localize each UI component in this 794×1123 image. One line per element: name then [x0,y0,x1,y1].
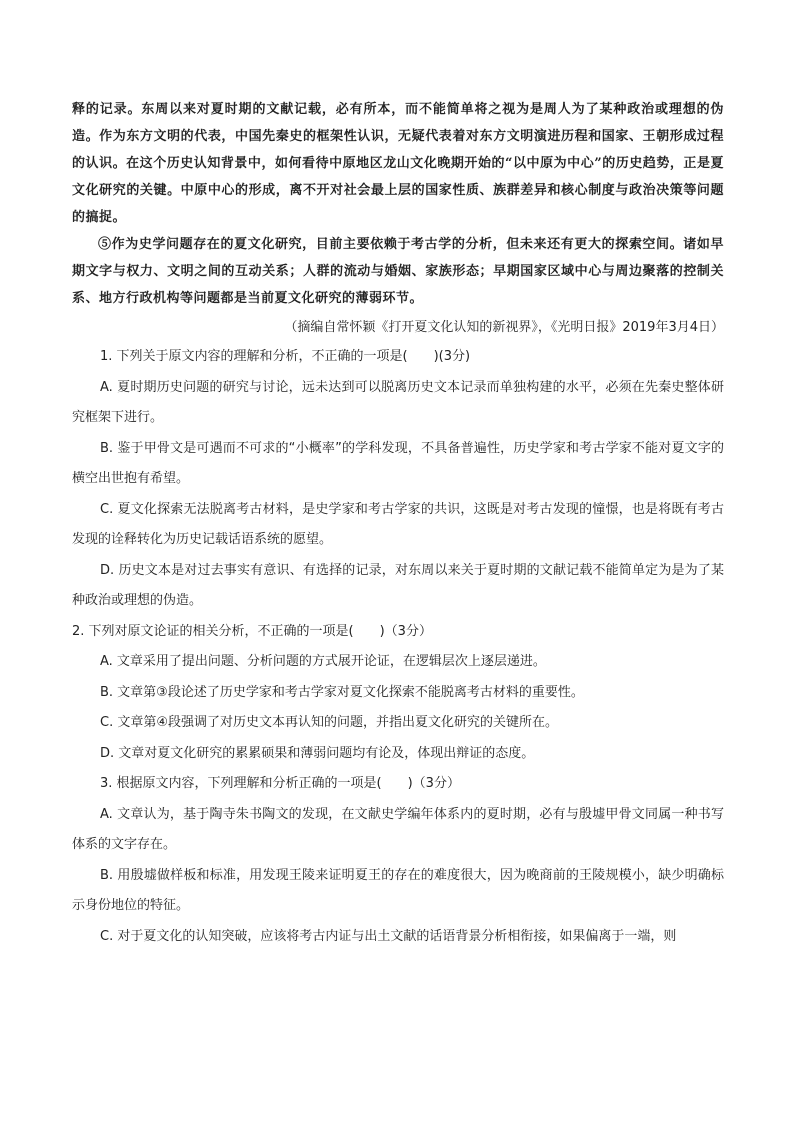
document-page [72,96,724,952]
question-3 [72,769,724,952]
question-stem: 2. 下列对原文论证的相关分析，不正确的一项是( )（3分） [72,623,432,639]
option-c: C. 夏文化探索无法脱离考古材料，是史学家和考古学家的共识，这既是对考古发现的憧憬，也是将既有考古发现的诠释转化为历史记载话语系统的愿望。 [72,501,724,547]
option-b: B. 文章第③段论述了历史学家和考古学家对夏文化探索不能脱离考古材料的重要性。 [100,684,584,700]
option-c: C. 文章第④段强调了对历史文本再认知的问题，并指出夏文化研究的关键所在。 [100,715,558,730]
question-2 [72,617,724,770]
passage [72,96,724,312]
option-a: A. 文章采用了提出问题、分析问题的方式展开论证，在逻辑层次上逐层递进。 [100,654,546,669]
passage-paragraph-5: ⑤作为史学问题存在的夏文化研究，目前主要依赖于考古学的分析，但未来还有更大的探索空间。诸如早期文字与权力、文明之间的互动关系；人群的流动与婚姻、家族形态；早期国家区域中心与周边聚落的控制关系、地方行政机构等问题都是当前夏文化研究的薄弱环节。 [72,237,724,306]
passage-paragraph-4-continued: 释的记录。东周以来对夏时期的文献记载，必有所本，而不能简单将之视为是周人为了某种政治或理想的伪造。作为东方文明的代表，中国先秦史的框架性认识，无疑代表着对东方文明演进历程和国家、王朝形成过程的认识。在这个历史认知背景中，如何看待中原地区龙山文化晚期开始的“以中原为中心”的历史趋势，正是夏文化研究的关键。中原中心的形成，离不开对社会最上层的国家性质、族群差异和核心制度与政治决策等问题的搞捉。 [72,102,724,225]
option-d: D. 文章对夏文化研究的累累硕果和薄弱问题均有论及，体现出辩证的态度。 [100,745,535,761]
question-1 [72,342,724,617]
option-b: B. 鉴于甲骨文是可遇而不可求的“小概率”的学科发现，不具备普遍性，历史学家和考古学家不能对夏文字的横空出世抱有希望。 [72,440,724,486]
source-citation: （摘编自常怀颖《打开夏文化认知的新视界》，《光明日报》2019年3月4日） [284,320,724,335]
question-list [72,342,724,952]
option-a: A. 文章认为，基于陶寺朱书陶文的发现，在文献史学编年体系内的夏时期，必有与殷墟甲骨文同属一种书写体系的文字存在。 [72,806,724,852]
option-d: D. 历史文本是对过去事实有意识、有选择的记录，对东周以来关于夏时期的文献记载不能简单定为是为了某种政治或理想的伪造。 [72,562,724,608]
question-stem: 1. 下列关于原文内容的理解和分析，不正确的一项是( )(3分) [100,349,471,364]
option-b: B. 用殷墟做样板和标准，用发现王陵来证明夏王的存在的难度很大，因为晚商前的王陵规模小，缺少明确标示身份地位的特征。 [72,867,724,913]
option-c: C. 对于夏文化的认知突破，应该将考古内证与出土文献的话语背景分析相衔接，如果偏离于一端，则 [100,928,677,944]
question-stem: 3. 根据原文内容，下列理解和分析正确的一项是( )（3分） [100,776,460,791]
option-a: A. 夏时期历史问题的研究与讨论，远未达到可以脱离历史文本记录而单独构建的水平，必须在先秦史整体研究框架下进行。 [72,379,724,425]
